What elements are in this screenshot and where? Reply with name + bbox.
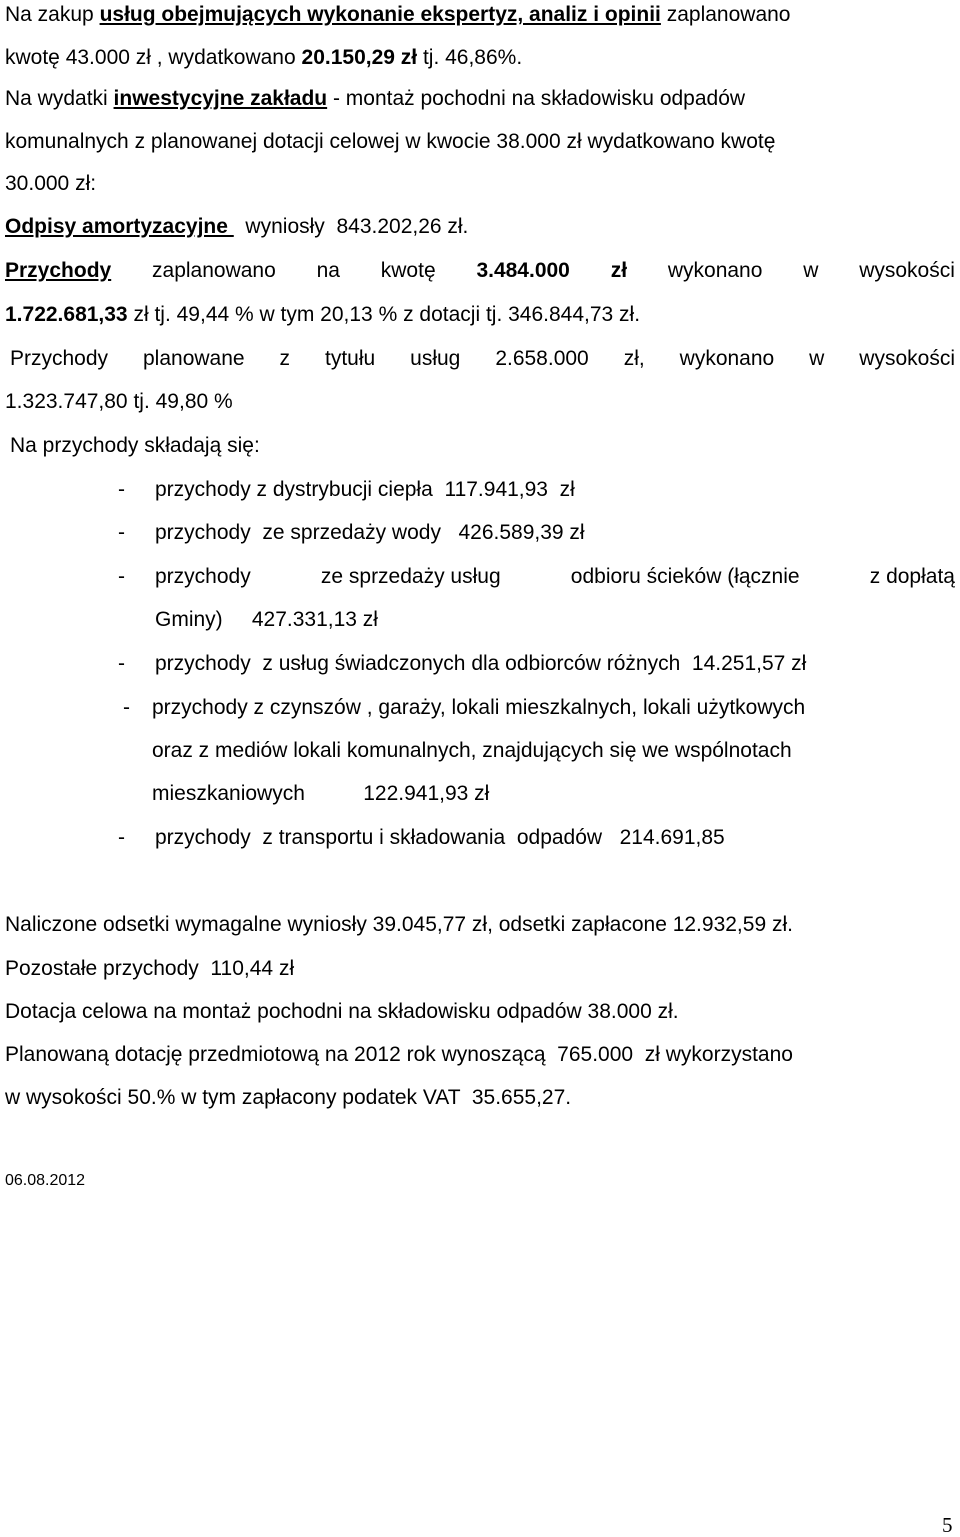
bold-amount: 20.150,29 zł: [301, 46, 418, 69]
text: odbioru ścieków (łącznie: [570, 565, 800, 588]
list-item-1: przychody z dystrybucji ciepła 117.941,93 zł: [155, 478, 575, 501]
text: Na zakup: [5, 3, 100, 26]
text: kwotę 43.000 zł , wydatkowano: [5, 46, 302, 69]
para-1-line-1: [5, 4, 791, 25]
text: z dopłatą: [869, 565, 955, 588]
list-dash: -: [118, 652, 125, 675]
list-item-5-line-2: oraz z mediów lokali komunalnych, znajdujących się we wspólnotach: [152, 739, 792, 762]
text: - montaż pochodni na składowisku odpadów: [327, 87, 746, 110]
para-2-line-3: [5, 173, 96, 194]
text: przychody: [155, 565, 251, 588]
list-item-5-line-3: mieszkaniowych 122.941,93 zł: [152, 782, 490, 805]
text: wykonano: [679, 347, 775, 370]
text: zaplanowano: [660, 3, 791, 26]
text: 2.658.000: [495, 347, 589, 370]
list-item-3-line-1: [155, 566, 955, 587]
list-dash: -: [118, 521, 125, 544]
list-dash: -: [118, 478, 125, 501]
text: z: [279, 347, 291, 370]
text: wysokości: [859, 259, 955, 282]
para-3: [5, 216, 468, 237]
text: usług: [410, 347, 461, 370]
text: w: [809, 347, 825, 370]
list-dash: -: [118, 826, 125, 849]
underlined-bold-text: usług obejmujących wykonanie ekspertyz, analiz i opinii: [99, 3, 661, 26]
para-subject-subsidy-line-2: w wysokości 50.% w tym zapłacony podatek VAT 35.655,27.: [5, 1086, 572, 1109]
list-item-4: przychody z usług świadczonych dla odbiorców różnych 14.251,57 zł: [155, 652, 807, 675]
text: na: [316, 259, 340, 282]
text: wykonano: [667, 259, 763, 282]
text: 1.323.747,80 tj. 49,80 %: [5, 390, 233, 413]
para-4-line-2: [5, 304, 640, 325]
text: kwotę: [380, 259, 436, 282]
text: tj. 46,86%.: [417, 46, 523, 69]
bold-text: zł: [610, 259, 628, 282]
text: zł tj. 49,44 % w tym 20,13 % z dotacji tj. 346.844,73 zł.: [127, 303, 641, 326]
list-item-2: przychody ze sprzedaży wody 426.589,39 zł: [155, 521, 585, 544]
text: Przychody: [10, 347, 109, 370]
text: 30.000 zł:: [5, 172, 97, 195]
text: ze sprzedaży usług: [320, 565, 501, 588]
list-item-3-line-2: Gminy) 427.331,13 zł: [155, 608, 378, 631]
list-item-6: przychody z transportu i składowania odpadów 214.691,85: [155, 826, 725, 849]
text: planowane: [143, 347, 245, 370]
bold-amount: 3.484.000: [476, 259, 570, 282]
para-1-line-2: [5, 47, 522, 68]
para-subsidy: Dotacja celowa na montaż pochodni na składowisku odpadów 38.000 zł.: [5, 1000, 679, 1023]
text: Na wydatki: [5, 87, 114, 110]
bold-amount: 1.722.681,33: [5, 303, 128, 326]
para-other-revenue: Pozostałe przychody 110,44 zł: [5, 957, 295, 980]
page-number: 5: [942, 1513, 953, 1537]
para-2-line-2: [5, 131, 775, 152]
list-dash: -: [118, 565, 125, 588]
list-item-5-line-1: przychody z czynszów , garaży, lokali mieszkalnych, lokali użytkowych: [152, 696, 806, 719]
list-intro: Na przychody składają się:: [10, 434, 260, 457]
underlined-bold-text: Odpisy amortyzacyjne: [5, 215, 234, 238]
para-interest: Naliczone odsetki wymagalne wyniosły 39.045,77 zł, odsetki zapłacone 12.932,59 zł.: [5, 913, 793, 936]
text: tytułu: [325, 347, 376, 370]
text: zł,: [623, 347, 645, 370]
underlined-bold-text: inwestycyjne zakładu: [113, 87, 328, 110]
text: zaplanowano: [152, 259, 276, 282]
para-2-line-1: [5, 88, 745, 109]
para-5-line-1: [10, 348, 955, 369]
underlined-bold-text: Przychody: [5, 259, 112, 282]
text: w: [803, 259, 819, 282]
text: wysokości: [859, 347, 955, 370]
para-5-line-2: [5, 391, 233, 412]
text: wyniosły 843.202,26 zł.: [233, 215, 469, 238]
document-date: 06.08.2012: [5, 1172, 86, 1189]
list-dash: -: [123, 696, 130, 719]
para-4-line-1: [5, 260, 955, 281]
text: komunalnych z planowanej dotacji celowej w kwocie 38.000 zł wydatkowano kwotę: [5, 130, 776, 153]
para-subject-subsidy-line-1: Planowaną dotację przedmiotową na 2012 rok wynoszącą 765.000 zł wykorzystano: [5, 1043, 793, 1066]
